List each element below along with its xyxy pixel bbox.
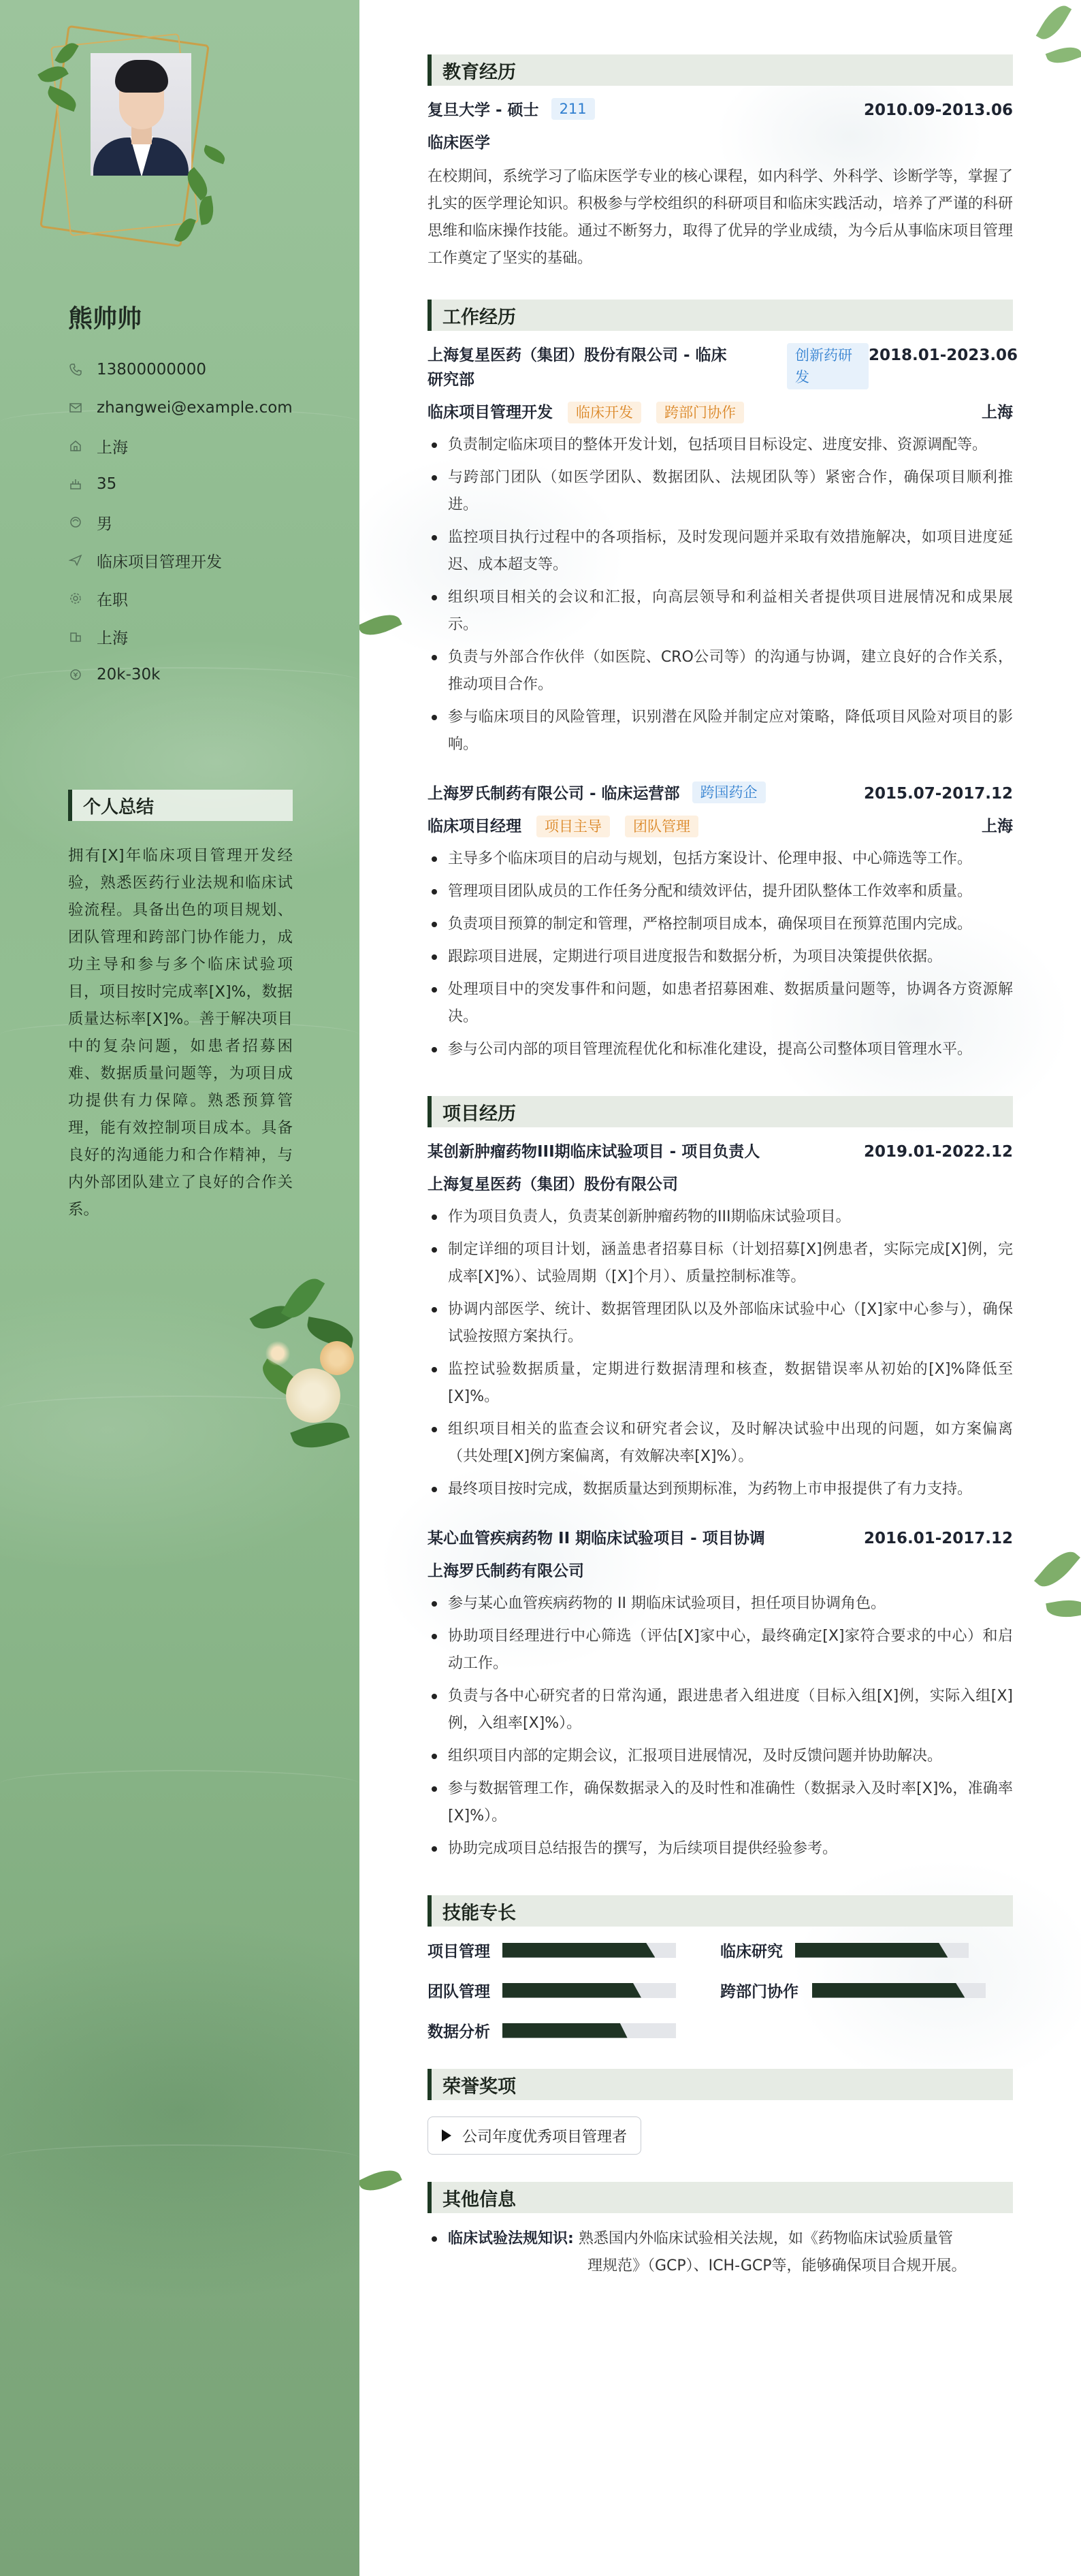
summary-text: 拥有[X]年临床项目管理开发经验，熟悉医药行业法规和临床试验流程。具备出色的项目规划、团队管理和跨部门协作能力，成功主导和参与多个临床试验项目，项目按时完成率[X]%，数据质量达标率[X]%。善于解决项目中的复杂问题，如患者招募困难、数据质量问题等，为项目成功提供有力保障。熟悉预算管理，能有效控制项目成本。具备良好的沟通能力和合作精神，与内外部团队建立了良好的合作关系。 bbox=[68, 847, 293, 1219]
work-item bbox=[427, 343, 1018, 758]
resume-body bbox=[427, 54, 1018, 2285]
work-date: 2015.07-2017.12 bbox=[863, 785, 1013, 803]
contact-gender bbox=[68, 503, 293, 541]
skill-bar-fill bbox=[502, 1943, 655, 1958]
project-org-row bbox=[427, 1171, 1013, 1198]
contact-text: 在职 bbox=[97, 591, 128, 609]
work-role-row bbox=[427, 813, 1013, 840]
contact-age bbox=[68, 465, 293, 503]
contact-status bbox=[68, 579, 293, 617]
company-tag-text: 创新药研 bbox=[795, 347, 852, 364]
email-icon bbox=[68, 400, 83, 415]
skill-bar-fill bbox=[812, 1983, 965, 1998]
contact-city bbox=[68, 617, 293, 656]
project-date: 2019.01-2022.12 bbox=[863, 1143, 1013, 1161]
list-item: 负责制定临床项目的整体开发计划，包括项目目标设定、进度安排、资源调配等。 bbox=[427, 432, 1013, 459]
building-icon bbox=[68, 629, 83, 644]
list-item: 最终项目按时完成，数据质量达到预期标准，为药物上市申报提供了有力支持。 bbox=[427, 1476, 1013, 1503]
candidate-name: 熊帅帅 bbox=[68, 305, 142, 333]
list-item: 监控试验数据质量，定期进行数据清理和核查，数据错误率从初始的[X]%降低至[X]%。 bbox=[427, 1356, 1013, 1411]
company-tag bbox=[787, 343, 869, 389]
send-icon bbox=[68, 553, 83, 568]
education-header bbox=[427, 98, 1013, 123]
skill-item bbox=[427, 2019, 720, 2042]
education-description: 在校期间，系统学习了临床医学专业的核心课程，如内科学、外科学、诊断学等，掌握了扎实的医学理论知识。积极参与学校组织的科研项目和临床实践活动，培养了严谨的科研思维和临床操作技能。通过不断努力，取得了优异的学业成绩，为今后从事临床项目管理工作奠定了坚实的基础。 bbox=[427, 168, 1013, 267]
list-item: 主导多个临床项目的启动与规划，包括方案设计、伦理申报、中心筛选等工作。 bbox=[427, 846, 1013, 873]
list-item: 组织项目内部的定期会议，汇报项目进展情况，及时反馈问题并协助解决。 bbox=[427, 1743, 1013, 1770]
leaf-icon bbox=[359, 2164, 402, 2197]
list-item: 组织项目相关的监查会议和研究者会议，及时解决试验中出现的问题，如方案偏离（共处理[X]例方案偏离，有效解决率[X]%）。 bbox=[427, 1416, 1013, 1470]
list-item: 管理项目团队成员的工作任务分配和绩效评估，提升团队整体工作效率和质量。 bbox=[427, 878, 1013, 905]
contact-list bbox=[68, 351, 293, 694]
skill-label: 临床研究 bbox=[720, 1943, 783, 1961]
contact-text: 临床项目管理开发 bbox=[97, 553, 222, 571]
skill-bar bbox=[502, 1943, 676, 1958]
work-bullets bbox=[427, 432, 1013, 758]
list-item: 协助完成项目总结报告的撰写，为后续项目提供经验参考。 bbox=[427, 1835, 1013, 1863]
avatar-frame bbox=[39, 26, 216, 251]
leaf-icon bbox=[197, 195, 216, 225]
skill-item bbox=[427, 1979, 720, 2001]
skill-item bbox=[720, 1979, 1013, 2001]
contact-text: 男 bbox=[97, 515, 112, 533]
decor-wave bbox=[0, 2144, 359, 2172]
cake-icon bbox=[68, 477, 83, 492]
school-tag: 211 bbox=[551, 98, 595, 120]
leaf-icon bbox=[1034, 1545, 1080, 1594]
education-major-row bbox=[427, 129, 1013, 157]
list-item: 负责与外部合作伙伴（如医院、CRO公司等）的沟通与协调，建立良好的合作关系，推动项目合作。 bbox=[427, 644, 1013, 698]
skill-bar bbox=[502, 1983, 676, 1998]
project-org: 上海罗氏制药有限公司 bbox=[427, 1562, 584, 1580]
skill-bar-fill bbox=[502, 2023, 628, 2038]
work-header bbox=[427, 343, 1018, 392]
contact-phone bbox=[68, 351, 293, 389]
work-date: 2018.01-2023.06 bbox=[869, 347, 1018, 364]
project-item bbox=[427, 1140, 1013, 1503]
other-list bbox=[427, 2225, 1013, 2280]
home-icon bbox=[68, 438, 83, 453]
list-item: 负责项目预算的制定和管理，严格控制项目成本，确保项目在预算范围内完成。 bbox=[427, 911, 1013, 938]
avatar bbox=[91, 53, 191, 176]
flower-decoration bbox=[245, 1266, 359, 1484]
other-text-cont: 理规范》（GCP）、ICH-GCP等，能够确保项目合规开展。 bbox=[587, 2257, 967, 2274]
skill-bar bbox=[795, 1943, 969, 1958]
list-item: 参与公司内部的项目管理流程优化和标准化建设，提高公司整体项目管理水平。 bbox=[427, 1036, 1013, 1063]
list-item: 参与数据管理工作，确保数据录入的及时性和准确性（数据录入及时率[X]%，准确率[X]%）。 bbox=[427, 1775, 1013, 1830]
list-item: 协调内部医学、统计、数据管理团队以及外部临床试验中心（[X]家中心参与），确保试验按照方案执行。 bbox=[427, 1296, 1013, 1351]
company-name-cont: 研究部 bbox=[427, 371, 474, 389]
role-tag: 临床开发 bbox=[568, 402, 641, 423]
company-name: 上海复星医药（集团）股份有限公司 - 临床 bbox=[427, 347, 727, 364]
contact-text: 35 bbox=[97, 475, 117, 493]
leaf-icon bbox=[359, 609, 402, 642]
work-city: 上海 bbox=[982, 404, 1013, 421]
contact-location bbox=[68, 427, 293, 465]
work-item bbox=[427, 782, 1013, 1063]
education-major: 临床医学 bbox=[427, 134, 490, 152]
role-tag: 项目主导 bbox=[536, 816, 610, 837]
section-title-education: 教育经历 bbox=[427, 54, 1013, 86]
leaf-icon bbox=[1036, 1, 1072, 45]
section-title-projects: 项目经历 bbox=[427, 1096, 1013, 1127]
company-tag-text: 发 bbox=[795, 369, 809, 385]
contact-text: 上海 bbox=[97, 438, 128, 457]
phone-icon bbox=[68, 362, 83, 377]
role-tag: 团队管理 bbox=[625, 816, 698, 837]
skill-bar-fill bbox=[795, 1943, 948, 1958]
skill-bar-fill bbox=[502, 1983, 641, 1998]
list-item bbox=[427, 2225, 1013, 2280]
contact-text: 20k-30k bbox=[97, 666, 161, 683]
school-name: 复旦大学 - 硕士 bbox=[427, 101, 539, 119]
contact-salary bbox=[68, 656, 293, 694]
contact-text: zhangwei@example.com bbox=[97, 399, 293, 417]
project-bullets bbox=[427, 1204, 1013, 1503]
work-city: 上海 bbox=[982, 818, 1013, 835]
skill-label: 数据分析 bbox=[427, 2023, 490, 2041]
work-header bbox=[427, 782, 1013, 806]
list-item: 与跨部门团队（如医学团队、数据团队、法规团队等）紧密合作，确保项目顺利推进。 bbox=[427, 464, 1013, 519]
section-title-skills: 技能专长 bbox=[427, 1895, 1013, 1927]
list-item: 处理项目中的突发事件和问题，如患者招募困难、数据质量问题等，协调各方资源解决。 bbox=[427, 976, 1013, 1031]
leaf-icon bbox=[1046, 1596, 1081, 1621]
skill-bar bbox=[812, 1983, 986, 1998]
project-name: 某心血管疾病药物 II 期临床试验项目 - 项目协调 bbox=[427, 1530, 765, 1547]
other-text: 熟悉国内外临床试验相关法规，如《药物临床试验质量管 bbox=[578, 2230, 953, 2247]
list-item: 组织项目相关的会议和汇报，向高层领导和利益相关者提供项目进展情况和成果展示。 bbox=[427, 584, 1013, 639]
education-date: 2010.09-2013.06 bbox=[863, 101, 1013, 119]
list-item: 参与临床项目的风险管理，识别潜在风险并制定应对策略，降低项目风险对项目的影响。 bbox=[427, 704, 1013, 758]
decor-wave bbox=[0, 1770, 359, 1797]
skill-item bbox=[427, 1939, 720, 1961]
skill-label: 项目管理 bbox=[427, 1943, 490, 1961]
contact-text: 上海 bbox=[97, 629, 128, 647]
project-org-row bbox=[427, 1558, 1013, 1585]
project-name: 某创新肿瘤药物III期临床试验项目 - 项目负责人 bbox=[427, 1143, 760, 1161]
list-item: 制定详细的项目计划，涵盖患者招募目标（计划招募[X]例患者，实际完成[X]例，完成率[X]%）、试验周期（[X]个月）、质量控制标准等。 bbox=[427, 1236, 1013, 1291]
skill-label: 跨部门协作 bbox=[720, 1983, 798, 2001]
contact-position bbox=[68, 541, 293, 579]
work-role: 临床项目经理 bbox=[427, 818, 521, 835]
project-header bbox=[427, 1140, 1013, 1164]
skills-grid bbox=[427, 1939, 1013, 2042]
project-date: 2016.01-2017.12 bbox=[863, 1530, 1013, 1547]
section-title-honors: 荣誉奖项 bbox=[427, 2069, 1013, 2100]
award-item bbox=[427, 2116, 641, 2155]
list-item: 参与某心血管疾病药物的 II 期临床试验项目，担任项目协调角色。 bbox=[427, 1590, 1013, 1617]
company-name: 上海罗氏制药有限公司 - 临床运营部 bbox=[427, 785, 680, 803]
contact-text: 13800000000 bbox=[97, 361, 206, 379]
work-bullets bbox=[427, 846, 1013, 1063]
other-label: 临床试验法规知识: bbox=[448, 2230, 574, 2247]
list-item: 协助项目经理进行中心筛选（评估[X]家中心，最终确定[X]家符合要求的中心）和启动工作。 bbox=[427, 1623, 1013, 1677]
work-role-row bbox=[427, 399, 1013, 426]
project-bullets bbox=[427, 1590, 1013, 1863]
list-item: 负责与各中心研究者的日常沟通，跟进患者入组进度（目标入组[X]例，实际入组[X]例，入组率[X]%）。 bbox=[427, 1683, 1013, 1737]
company-tag: 跨国药企 bbox=[692, 782, 766, 803]
project-header bbox=[427, 1526, 1013, 1551]
list-item: 跟踪项目进展，定期进行项目进度报告和数据分析，为项目决策提供依据。 bbox=[427, 944, 1013, 971]
work-role: 临床项目管理开发 bbox=[427, 404, 553, 421]
gender-icon bbox=[68, 515, 83, 530]
contact-email bbox=[68, 389, 293, 427]
list-item: 监控项目执行过程中的各项指标，及时发现问题并采取有效措施解决，如项目进度延迟、成本超支等。 bbox=[427, 524, 1013, 579]
gear-icon bbox=[68, 591, 83, 606]
skill-bar bbox=[502, 2023, 676, 2038]
skill-label: 团队管理 bbox=[427, 1983, 490, 2001]
sidebar bbox=[0, 0, 359, 2576]
project-item bbox=[427, 1526, 1013, 1863]
award-text: 公司年度优秀项目管理者 bbox=[462, 2128, 628, 2146]
project-org: 上海复星医药（集团）股份有限公司 bbox=[427, 1176, 678, 1193]
list-item: 作为项目负责人，负责某创新肿瘤药物的III期临床试验项目。 bbox=[427, 1204, 1013, 1231]
coin-icon bbox=[68, 667, 83, 682]
leaf-icon bbox=[201, 145, 227, 165]
skill-item bbox=[720, 1939, 1013, 1961]
section-title-other: 其他信息 bbox=[427, 2182, 1013, 2213]
summary-title: 个人总结 bbox=[68, 790, 293, 821]
leaf-icon bbox=[1046, 42, 1081, 68]
triangle-icon bbox=[442, 2129, 451, 2142]
main-content bbox=[359, 0, 1081, 2576]
section-title-work: 工作经历 bbox=[427, 300, 1013, 331]
role-tag: 跨部门协作 bbox=[656, 402, 744, 423]
